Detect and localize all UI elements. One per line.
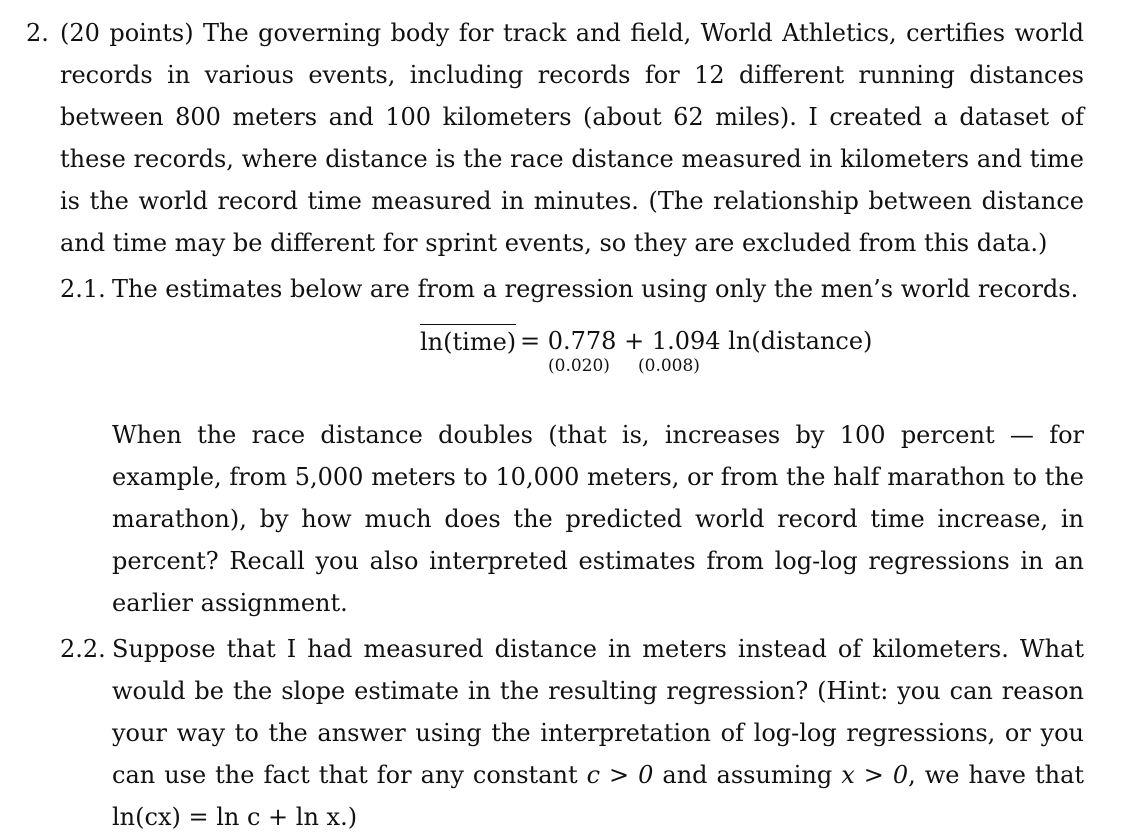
math-x-positive: x > 0: [841, 761, 909, 789]
part-2-1-number: 2.1.: [60, 275, 106, 303]
part-2-2-number: 2.2.: [60, 635, 106, 663]
part-2-2-text-after: .): [340, 803, 358, 831]
part-2-2-text-mid: and assuming: [653, 761, 842, 789]
part-2-2-text-before: Suppose that I had measured distance in meters instead of kilometers. What would be the slope estimate in the resulting regression? (Hint: you can reason your way to the answer using the interpretation of log-log regressions, or you can use the fact that for any constant: [112, 635, 1084, 789]
part-2-2: [60, 628, 1084, 838]
se-intercept: (0.020): [548, 356, 610, 376]
equation-lhs: ln(time): [420, 324, 516, 359]
equation-rhs: = 0.778 + 1.094 ln(distance): [520, 327, 873, 355]
part-2-1-question: When the race distance doubles (that is, increases by 100 percent — for example, from 5,000 meters to 10,000 meters, or from the half marathon to the marathon), by how much does the predicted world record time increase, in percent? Recall you also interpreted estimates from log-log regressions in an earlier assignment.: [112, 421, 1084, 617]
part-2-2-text: [112, 628, 1084, 838]
math-c-positive: c > 0: [586, 761, 654, 789]
part-2-1: [60, 268, 1084, 624]
se-slope: (0.008): [638, 356, 700, 376]
problem-number: 2.: [26, 19, 49, 47]
problem-2: [26, 12, 1084, 838]
part-2-1-intro: The estimates below are from a regression using only the men’s world records.: [112, 275, 1079, 303]
part-2-2-text-mid2: , we have that: [908, 761, 1085, 789]
regression-equation: [60, 324, 1084, 388]
math-log-identity: ln(cx) = ln c + ln x: [112, 803, 341, 831]
problem-statement: (20 points) The governing body for track and field, World Athletics, certifies world records in various events, including records for 12 different running distances between 800 meters and 100 kilometers (about 62 miles). I created a dataset of these records, where distance is the race distance measured in kilometers and time is the world record time measured in minutes. (The relationship between distance and time may be different for sprint events, so they are excluded from this data.): [60, 19, 1084, 257]
